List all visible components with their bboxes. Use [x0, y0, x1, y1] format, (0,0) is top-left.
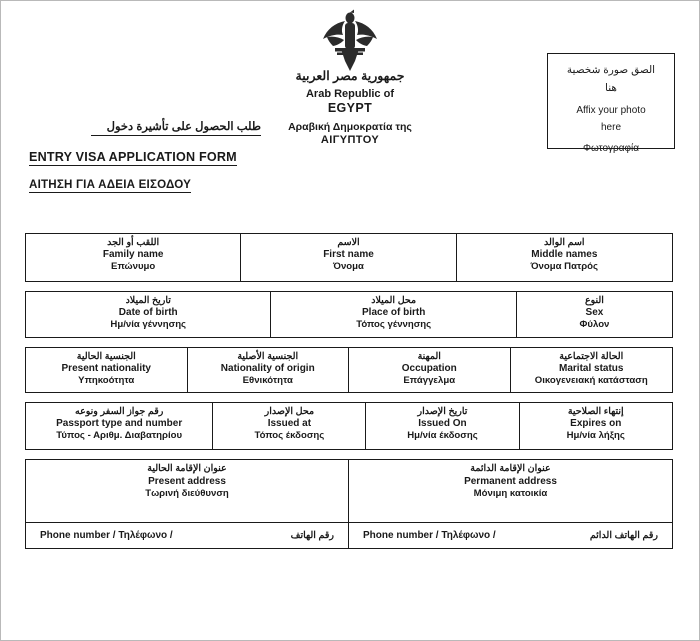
field-present-nationality-label-en: Present nationality — [61, 362, 151, 374]
field-issued-on-label-ar: تاريخ الإصدار — [417, 406, 468, 417]
field-family-name-label-ar: اللقب أو الجد — [107, 237, 160, 248]
field-phone-permanent-label-ar: رقم الهاتف الدائم — [589, 530, 658, 541]
form-title-arabic: طلب الحصول على تأشيرة دخول — [91, 119, 261, 136]
country-name-english-line1: Arab Republic of — [305, 87, 394, 100]
field-issued-on[interactable] — [366, 403, 519, 449]
country-name-greek-line1: Αραβική Δημοκρατία της — [288, 121, 412, 133]
field-passport-type-number-label-gr: Τύπος - Αριθμ. Διαβατηρίου — [56, 430, 183, 442]
country-name-english-line2: EGYPT — [327, 101, 373, 116]
field-phone-present-label-en: Phone number / Τηλέφωνο / — [40, 530, 173, 541]
field-nationality-of-origin[interactable] — [188, 348, 350, 392]
photo-box-label-english-2: here — [600, 121, 621, 133]
field-occupation[interactable] — [349, 348, 511, 392]
field-present-address-label-en: Present address — [148, 475, 226, 487]
field-marital-status-label-gr: Οικογενειακή κατάσταση — [534, 375, 648, 387]
row-addresses — [25, 459, 673, 549]
field-occupation-label-ar: المهنة — [417, 351, 441, 362]
field-phone-present[interactable] — [26, 522, 348, 548]
field-date-of-birth[interactable] — [26, 292, 271, 337]
field-present-address-head — [26, 460, 348, 522]
field-phone-permanent[interactable] — [349, 522, 672, 548]
photo-box-label-arabic-1: الصق صورة شخصية — [566, 64, 656, 76]
row-passport — [25, 402, 673, 450]
field-expires-on-label-en: Expires on — [570, 417, 622, 429]
field-issued-at-label-en: Issued at — [267, 417, 312, 429]
field-place-of-birth-label-gr: Τόπος γέννησης — [356, 319, 432, 331]
field-nationality-of-origin-label-gr: Εθνικότητα — [242, 375, 293, 387]
country-name-arabic: جمهورية مصر العربية — [295, 69, 405, 83]
field-issued-at[interactable] — [213, 403, 366, 449]
field-nationality-of-origin-label-ar: الجنسية الأصلية — [237, 351, 299, 362]
field-passport-type-number-label-ar: رقم جواز السفر ونوعه — [74, 406, 164, 417]
photo-box-label-arabic-2: هنا — [605, 81, 617, 94]
field-first-name-label-ar: الاسم — [337, 237, 360, 248]
field-phone-permanent-label-en: Phone number / Τηλέφωνο / — [363, 530, 496, 541]
field-present-nationality-label-ar: الجنسية الحالية — [76, 351, 136, 362]
field-issued-on-label-gr: Ημ/νία έκδοσης — [407, 430, 478, 442]
row-nationality — [25, 347, 673, 393]
field-family-name-label-gr: Επώνυμο — [111, 261, 156, 273]
field-present-nationality-label-gr: Υπηκοότητα — [78, 375, 135, 387]
field-present-address-label-gr: Τωρινή διεύθυνση — [145, 487, 229, 499]
field-date-of-birth-label-en: Date of birth — [118, 306, 178, 318]
field-permanent-address-label-ar: عنوان الإقامة الدائمة — [470, 463, 551, 474]
field-middle-names[interactable] — [457, 234, 672, 281]
field-permanent-address[interactable] — [349, 460, 672, 548]
field-sex-label-en: Sex — [585, 306, 604, 318]
field-permanent-address-label-en: Permanent address — [464, 475, 557, 487]
field-marital-status-label-ar: الحالة الاجتماعية — [559, 351, 624, 362]
field-middle-names-label-en: Middle names — [531, 248, 598, 260]
field-issued-on-label-en: Issued On — [418, 417, 467, 429]
field-passport-type-number-label-en: Passport type and number — [56, 417, 183, 429]
field-occupation-label-gr: Επάγγελμα — [403, 375, 456, 387]
field-expires-on[interactable] — [520, 403, 672, 449]
field-first-name[interactable] — [241, 234, 456, 281]
field-sex-label-ar: النوع — [584, 295, 604, 306]
field-middle-names-label-gr: Όνομα Πατρός — [530, 261, 599, 273]
photo-box-label-english-1: Affix your photo — [576, 104, 646, 116]
field-issued-at-label-gr: Τόπος έκδοσης — [254, 430, 325, 442]
field-permanent-address-label-gr: Μόνιμη κατοικία — [473, 487, 548, 499]
field-expires-on-label-ar: إنتهاء الصلاحية — [567, 406, 624, 417]
field-sex-label-gr: Φύλον — [579, 319, 610, 331]
form-fields — [25, 233, 673, 572]
form-title-block — [29, 119, 279, 193]
photo-box-label-greek: Φωτογραφία — [583, 142, 639, 154]
field-permanent-address-head — [349, 460, 672, 522]
eagle-of-saladin-emblem — [321, 9, 379, 71]
row-birth — [25, 291, 673, 338]
field-first-name-label-gr: Όνομα — [333, 261, 364, 273]
field-place-of-birth[interactable] — [271, 292, 516, 337]
field-family-name[interactable] — [26, 234, 241, 281]
country-name-greek-line2: ΑΙΓΥΠΤΟΥ — [320, 134, 380, 147]
field-place-of-birth-label-en: Place of birth — [362, 306, 426, 318]
field-issued-at-label-ar: محل الإصدار — [264, 406, 315, 417]
field-sex[interactable] — [517, 292, 672, 337]
field-nationality-of-origin-label-en: Nationality of origin — [220, 362, 315, 374]
form-header — [1, 1, 699, 206]
field-marital-status[interactable] — [511, 348, 673, 392]
form-title-greek: ΑΙΤΗΣΗ ΓΙΑ ΑΔΕΙΑ ΕΙΣΟΔΟΥ — [29, 178, 192, 191]
photo-affix-box[interactable] — [547, 53, 675, 154]
page-bottom-spacer — [25, 558, 673, 572]
field-first-name-label-en: First name — [323, 248, 374, 260]
field-family-name-label-en: Family name — [102, 248, 164, 260]
form-title-english: ENTRY VISA APPLICATION FORM — [29, 150, 237, 164]
field-phone-present-label-ar: رقم الهاتف — [290, 530, 334, 541]
field-passport-type-number[interactable] — [26, 403, 213, 449]
field-place-of-birth-label-ar: محل الميلاد — [371, 295, 417, 306]
field-date-of-birth-label-ar: تاريخ الميلاد — [125, 295, 171, 306]
field-occupation-label-en: Occupation — [401, 362, 457, 374]
field-present-address-label-ar: عنوان الإقامة الحالية — [147, 463, 227, 474]
field-date-of-birth-label-gr: Ημ/νία γέννησης — [110, 319, 187, 331]
row-names — [25, 233, 673, 282]
field-marital-status-label-en: Marital status — [559, 362, 624, 374]
field-present-nationality[interactable] — [26, 348, 188, 392]
field-present-address[interactable] — [26, 460, 349, 548]
field-expires-on-label-gr: Ημ/νία λήξης — [566, 430, 625, 442]
field-middle-names-label-ar: اسم الوالد — [544, 237, 585, 248]
